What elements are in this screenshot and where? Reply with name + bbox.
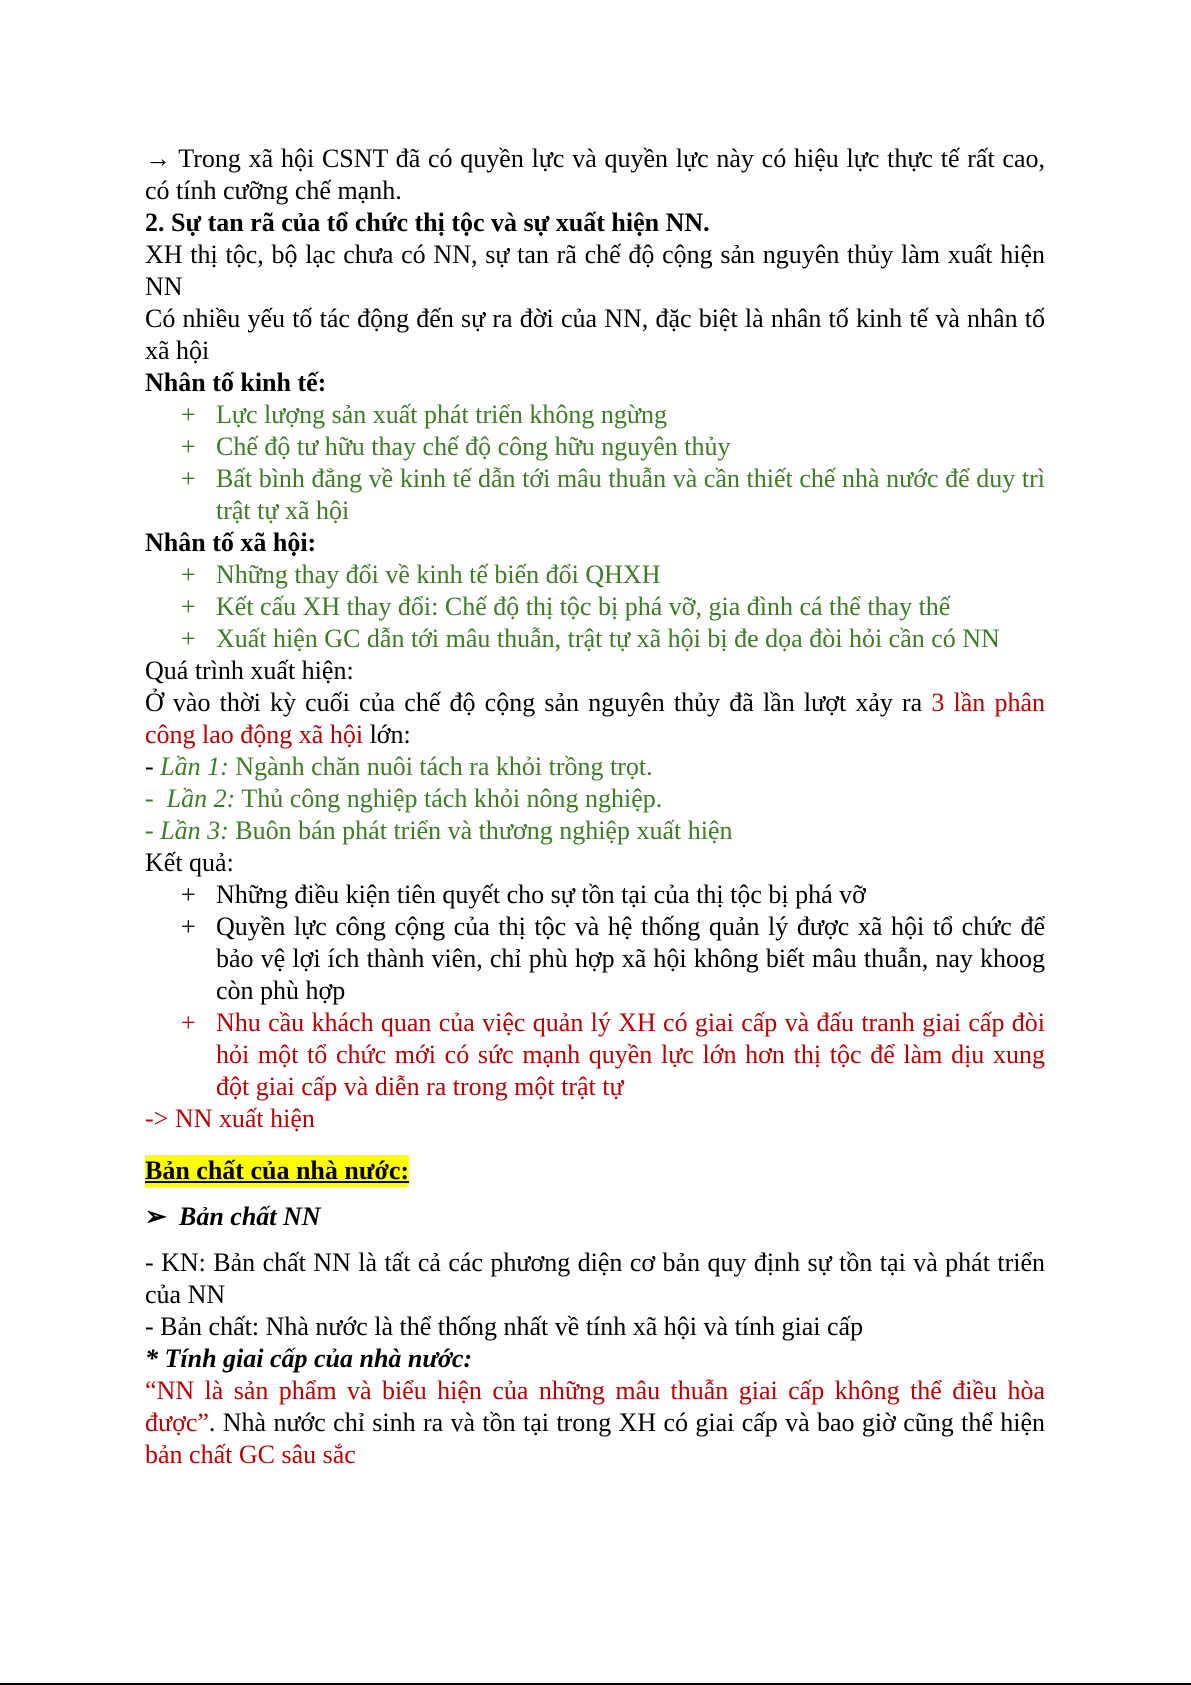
spacer (145, 1187, 1045, 1201)
plus-icon: + (181, 400, 196, 429)
nature-subheading: ➢ Bản chất NN (145, 1202, 321, 1231)
spacer (145, 1135, 1045, 1155)
list-item: + Chế độ tư hữu thay chế độ công hữu nguyên thủy (181, 432, 731, 461)
result-list (145, 879, 1045, 1103)
section-2-para-2: Có nhiều yếu tố tác động đến sự ra đời của NN, đặc biệt là nhân tố kinh tế và nhân tố xã hội (145, 304, 1045, 365)
division-3: - Lần 3: Buôn bán phát triển và thương nghiệp xuất hiện (145, 816, 733, 845)
result-label: Kết quả: (145, 848, 234, 877)
list-item: + Kết cấu XH thay đổi: Chế độ thị tộc bị phá vỡ, gia đình cá thể thay thế (181, 592, 951, 621)
spacer (145, 1233, 1045, 1247)
economic-factor-heading: Nhân tố kinh tế: (145, 368, 327, 397)
social-factor-list (145, 559, 1045, 655)
intro-paragraph (145, 143, 1045, 207)
process-label: Quá trình xuất hiện: (145, 656, 354, 685)
plus-icon: + (181, 1008, 196, 1037)
plus-icon: + (181, 912, 196, 941)
section-2-para-1: XH thị tộc, bộ lạc chưa có NN, sự tan rã chế độ cộng sản nguyên thủy làm xuất hiện NN (145, 240, 1045, 301)
plus-icon: + (181, 560, 196, 589)
nature-heading-line (145, 1155, 1045, 1187)
plus-icon: + (181, 624, 196, 653)
plus-icon: + (181, 592, 196, 621)
plus-icon: + (181, 880, 196, 909)
conclusion: -> NN xuất hiện (145, 1104, 315, 1133)
list-item: + Nhu cầu khách quan của việc quản lý XH có giai cấp và đấu tranh giai cấp đòi hỏi một tổ chức mới có sức mạnh quyền lực lớn hơn thị tộc để làm dịu xung đột giai cấp và diễn ra trong một trật tự (181, 1008, 1045, 1101)
list-item: + Bất bình đẳng về kinh tế dẫn tới mâu thuẫn và cần thiết chế nhà nước để duy trì trật tự xã hội (181, 464, 1045, 525)
quote-text: “NN là sản phẩm và biểu hiện của những mâu thuẫn giai cấp không thể điều hòa được” (145, 1376, 1045, 1437)
list-item: + Xuất hiện GC dẫn tới mâu thuẫn, trật tự xã hội bị đe dọa đòi hỏi cần có NN (181, 624, 1000, 653)
social-factor-heading: Nhân tố xã hội: (145, 528, 317, 557)
list-item: + Quyền lực công cộng của thị tộc và hệ thống quản lý được xã hội tổ chức để bảo vệ lợi ích thành viên, chỉ phù hợp xã hội không biết mâu thuẫn, nay khoog còn phù hợp (181, 912, 1045, 1005)
class-nature-paragraph: “NN là sản phẩm và biểu hiện của những mâu thuẫn giai cấp không thể điều hòa được”. Nhà nước chỉ sinh ra và tồn tại trong XH có giai cấp và bao giờ cũng thể hiện bản chất GC sâu sắc (145, 1376, 1045, 1469)
division-2: - Lần 2: Thủ công nghiệp tách khỏi nông nghiệp. (145, 784, 663, 813)
nature-heading: Bản chất của nhà nước: (145, 1156, 410, 1185)
division-1: - Lần 1: Ngành chăn nuôi tách ra khỏi trồng trọt. (145, 752, 653, 781)
document-body (145, 143, 1045, 1471)
highlight-text: 3 lần phân công lao động xã hội (145, 688, 1045, 749)
intro-text: Trong xã hội CSNT đã có quyền lực và quyền lực này có hiệu lực thực tế rất cao, có tính cưỡng chế mạnh. (145, 144, 1045, 205)
nature-kn: - KN: Bản chất NN là tất cả các phương diện cơ bản quy định sự tồn tại và phát triển của NN (145, 1248, 1045, 1309)
class-nature-heading: * Tính giai cấp của nhà nước: (145, 1344, 473, 1373)
section-2-title: 2. Sự tan rã của tổ chức thị tộc và sự xuất hiện NN. (145, 208, 710, 237)
list-item: + Những điều kiện tiên quyết cho sự tồn tại của thị tộc bị phá vỡ (181, 880, 866, 909)
economic-factor-list (145, 399, 1045, 527)
nature-essence: - Bản chất: Nhà nước là thể thống nhất về tính xã hội và tính giai cấp (145, 1312, 864, 1341)
list-item: + Những thay đổi về kinh tế biến đổi QHXH (181, 560, 661, 589)
list-item: + Lực lượng sản xuất phát triển không ngừng (181, 400, 668, 429)
plus-icon: + (181, 432, 196, 461)
process-intro: Ở vào thời kỳ cuối của chế độ cộng sản nguyên thủy đã lần lượt xảy ra 3 lần phân công lao động xã hội lớn: (145, 688, 1045, 749)
highlight-text: bản chất GC sâu sắc (145, 1440, 356, 1469)
arrowhead-bullet-icon: ➢ (145, 1202, 167, 1231)
plus-icon: + (181, 464, 196, 493)
arrow-right-icon: → (145, 144, 171, 173)
